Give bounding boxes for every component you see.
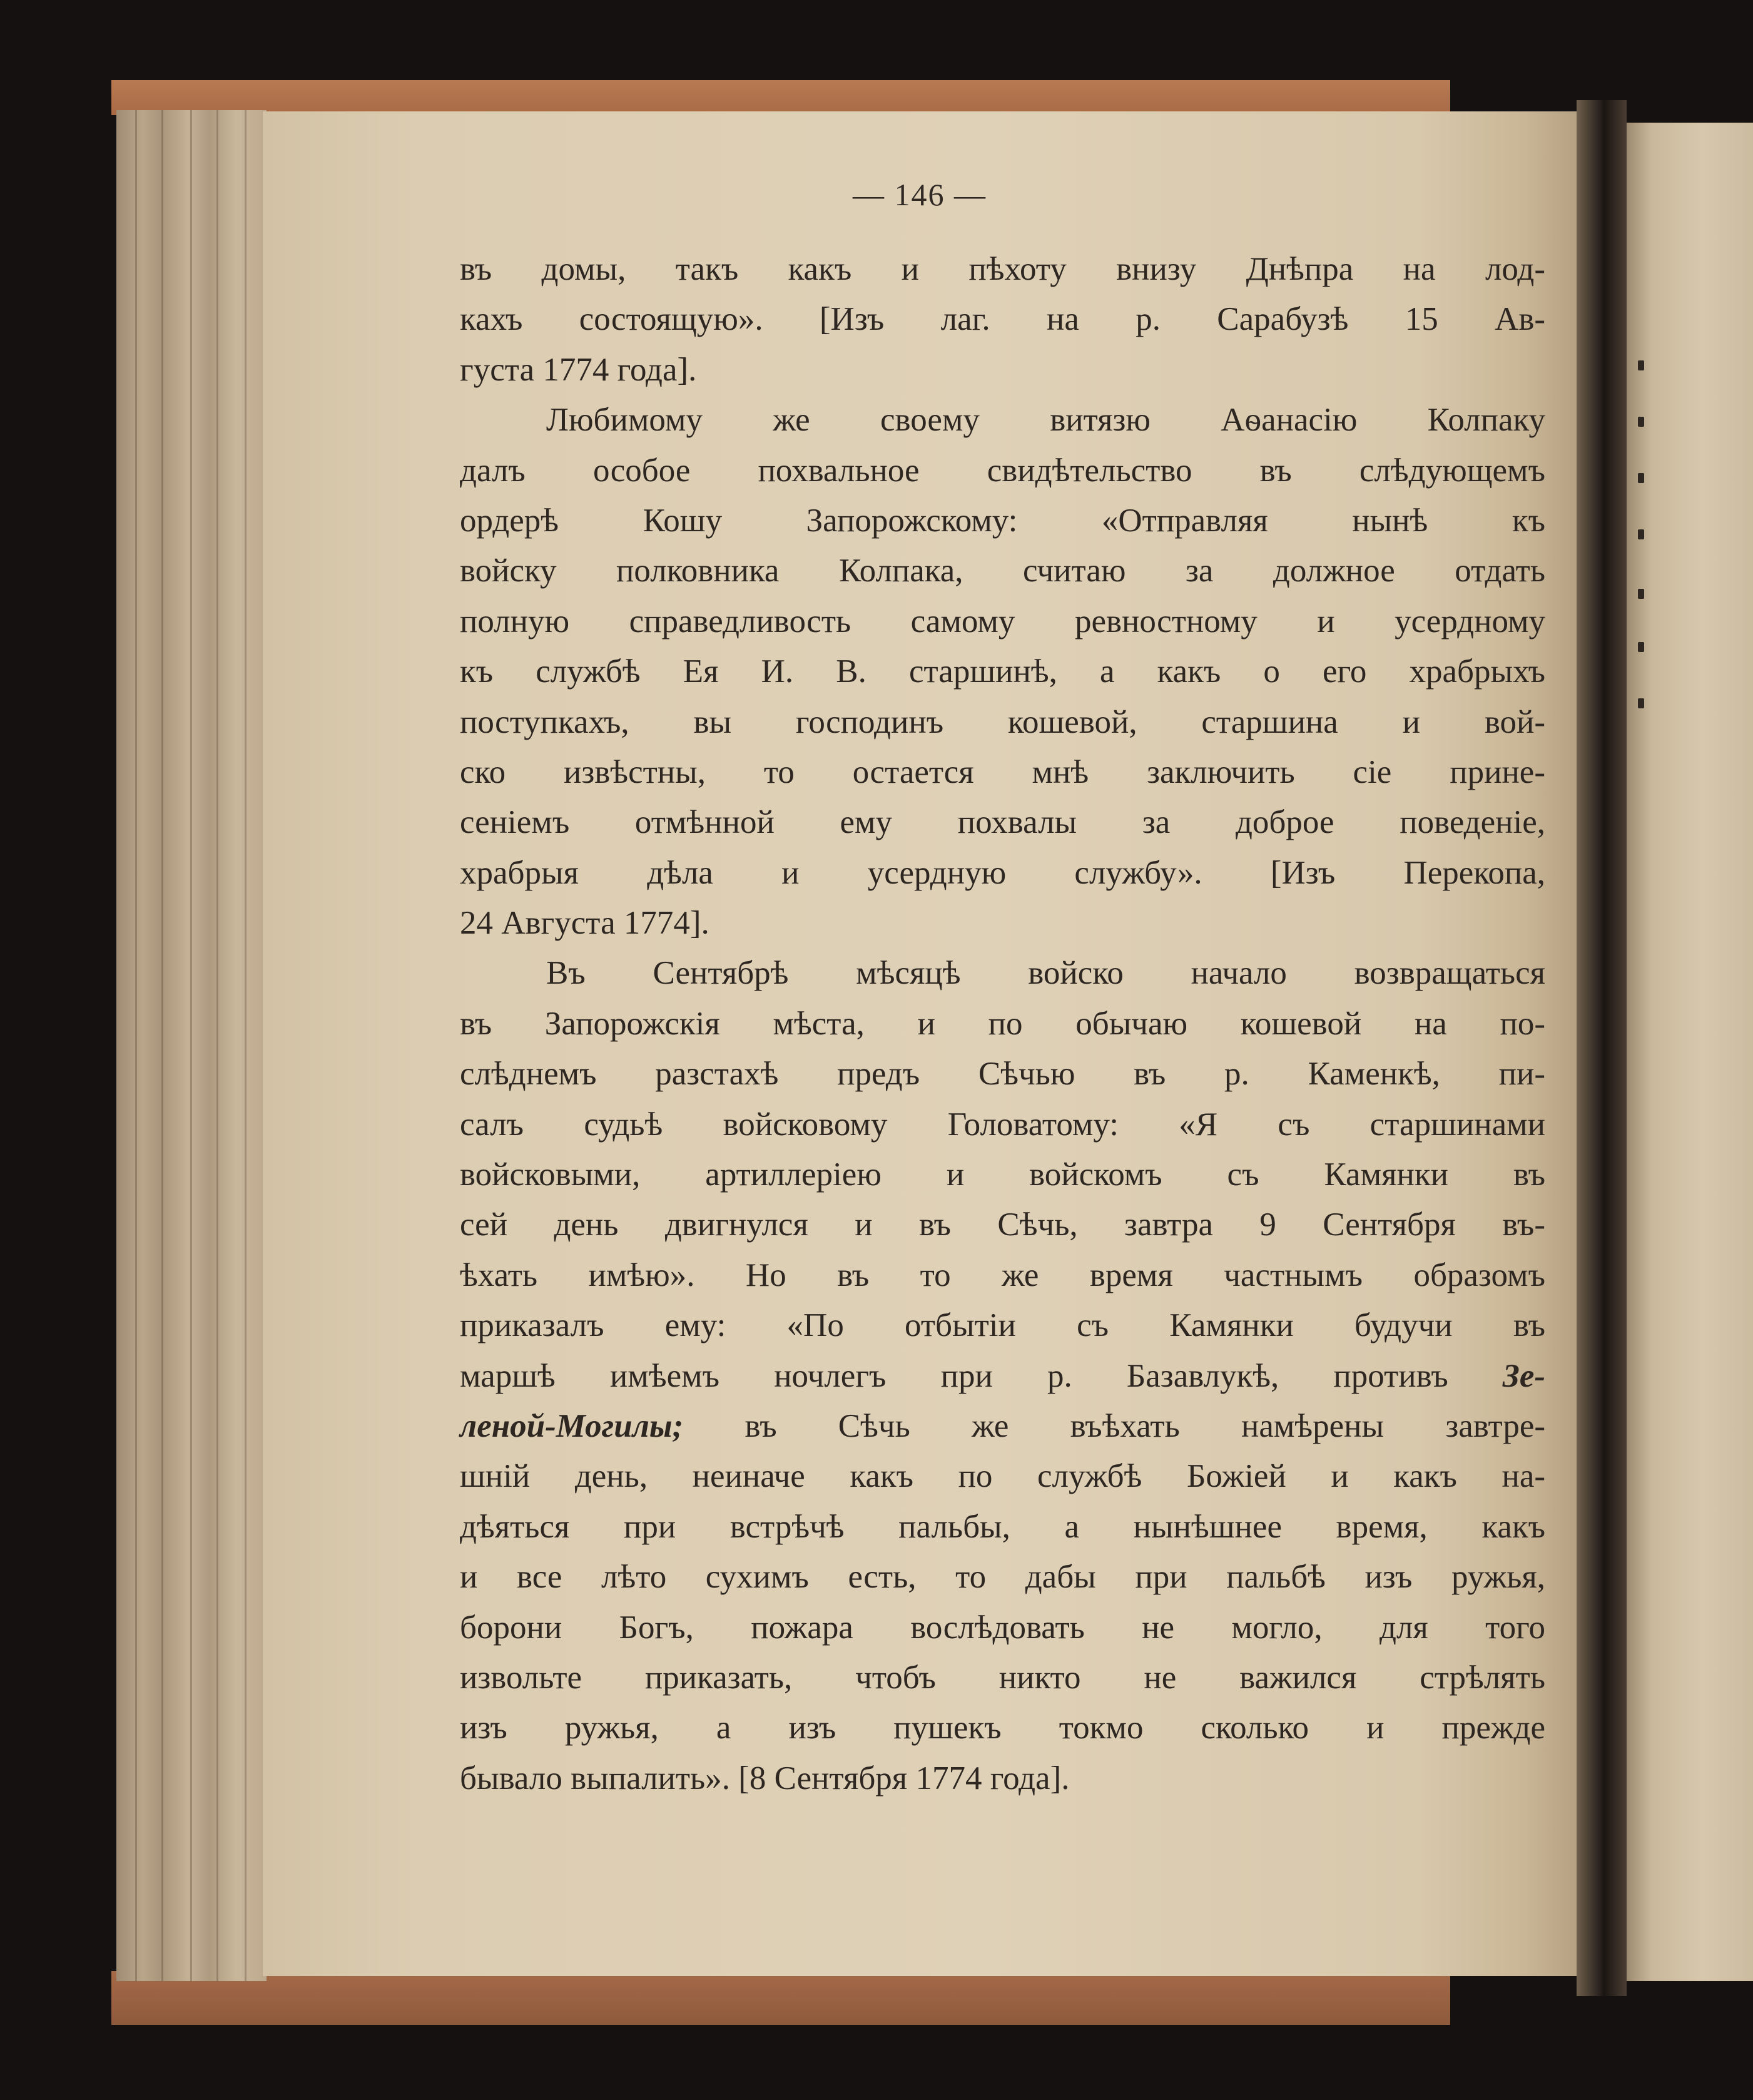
text-line: храбрыя дѣла и усердную службу». [Изъ Перекопа, xyxy=(460,854,1545,891)
text-line: слѣднемъ разстахѣ предъ Сѣчью въ р. Каменкѣ, пи- xyxy=(460,1056,1545,1093)
facing-page-edge xyxy=(1627,123,1753,1981)
text-line: и все лѣто сухимъ есть, то дабы при пальбѣ изъ ружья, xyxy=(460,1559,1545,1596)
page-body-text xyxy=(460,244,1545,1803)
page-number: — 146 — xyxy=(853,177,987,212)
text-line: войску полковника Колпака, считаю за должное отдать xyxy=(460,553,1545,589)
text-line-with-emphasis xyxy=(460,1401,1545,1451)
text-line: кахъ состоящую». [Изъ лаг. на р. Сарабузѣ 15 Ав- xyxy=(460,301,1545,338)
text-line: сей день двигнулся и въ Сѣчь, завтра 9 Сентября въ- xyxy=(460,1206,1545,1243)
emphasis-text: Зе- xyxy=(1502,1357,1546,1394)
text-line: извольте приказать, чтобъ никто не важился стрѣлять xyxy=(460,1659,1545,1696)
text-line: войсковыми, артиллеріею и войскомъ съ Камянки въ xyxy=(460,1156,1545,1193)
paragraph-start-line: Въ Сентябрѣ мѣсяцѣ войско начало возвращаться xyxy=(546,955,1545,992)
text-line: къ службѣ Ея И. В. старшинѣ, а какъ о его храбрыхъ xyxy=(460,653,1545,690)
text-line: шній день, неиначе какъ по службѣ Божіей и какъ на- xyxy=(460,1458,1545,1495)
book-page xyxy=(263,111,1577,1976)
page-stack-edges xyxy=(116,110,267,1981)
text-line: ѣхать имѣю». Но въ то же время частнымъ образомъ xyxy=(460,1256,1545,1293)
text-segment: маршѣ имѣемъ ночлегъ при р. Базавлукѣ, противъ xyxy=(460,1357,1448,1394)
text-line: поступкахъ, вы господинъ кошевой, старшина и вой- xyxy=(460,703,1545,740)
text-line: въ Запорожскія мѣста, и по обычаю кошевой на по- xyxy=(460,1005,1545,1042)
text-line: ско извѣстны, то остается мнѣ заключить сіе прине- xyxy=(460,753,1545,790)
text-line: изъ ружья, а изъ пушекъ токмо сколько и прежде xyxy=(460,1710,1545,1746)
emphasis-text: леной-Могилы; xyxy=(460,1407,684,1444)
paragraph-start-line: Любимому же своему витязю Аѳанасію Колпаку xyxy=(546,402,1545,439)
book-cover-bottom-edge xyxy=(111,1971,1450,2025)
text-line: бывало выпалить». [8 Сентября 1774 года]. xyxy=(460,1760,1070,1797)
text-line: дѣяться при встрѣчѣ пальбы, а нынѣшнее время, какъ xyxy=(460,1508,1545,1545)
text-line: приказалъ ему: «По отбытіи съ Камянки будучи въ xyxy=(460,1307,1545,1344)
text-line: борони Богъ, пожара вослѣдовать не могло, для того xyxy=(460,1609,1545,1646)
text-line-with-emphasis xyxy=(460,1351,1545,1401)
text-line: 24 Августа 1774]. xyxy=(460,905,709,942)
text-line: густа 1774 года]. xyxy=(460,351,697,388)
text-line: полную справедливость самому ревностному и усердному xyxy=(460,603,1545,640)
text-line: салъ судьѣ войсковому Головатому: «Я съ старшинами xyxy=(460,1106,1545,1143)
book-gutter xyxy=(1577,100,1627,1996)
text-line: сеніемъ отмѣнной ему похвалы за доброе поведеніе, xyxy=(460,804,1545,841)
text-line: далъ особое похвальное свидѣтельство въ слѣдующемъ xyxy=(460,452,1545,489)
text-line: ордерѣ Кошу Запорожскому: «Отправляя нынѣ къ xyxy=(460,502,1545,539)
text-segment: въ Сѣчь же въѣхать намѣрены завтре- xyxy=(683,1407,1545,1444)
book-cover-top-edge xyxy=(111,80,1450,115)
text-line: въ домы, такъ какъ и пѣхоту внизу Днѣпра на лод- xyxy=(460,251,1545,287)
